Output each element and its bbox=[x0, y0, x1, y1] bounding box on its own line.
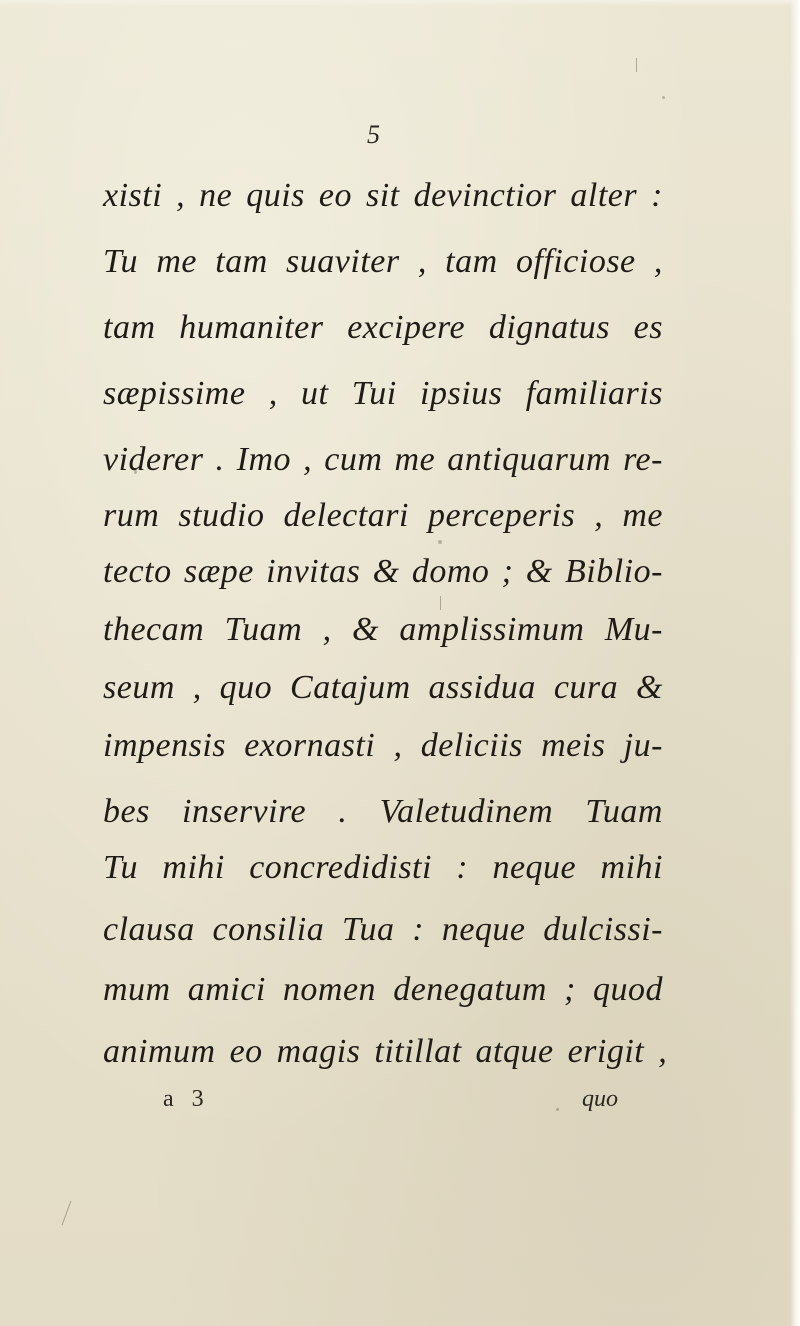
text-line bbox=[103, 846, 663, 890]
word: magis bbox=[276, 1033, 361, 1070]
text-line bbox=[103, 724, 663, 768]
text-line bbox=[103, 174, 663, 218]
word: mihi bbox=[600, 849, 663, 886]
word: Valetudinem bbox=[379, 793, 554, 830]
paper-mark bbox=[440, 596, 441, 610]
word: , bbox=[192, 669, 202, 706]
word: ut bbox=[301, 375, 329, 412]
word: Tuam bbox=[224, 611, 303, 648]
word: dignatus bbox=[488, 309, 610, 346]
word: ; bbox=[501, 553, 514, 590]
word: ipsius bbox=[420, 375, 503, 412]
text-line bbox=[103, 306, 663, 350]
word: domo bbox=[411, 553, 490, 590]
word: sæpe bbox=[183, 553, 254, 590]
word: , bbox=[594, 497, 604, 534]
word: re- bbox=[623, 441, 663, 478]
word: alter bbox=[570, 177, 638, 214]
word: impensis bbox=[103, 727, 226, 764]
word: . bbox=[215, 441, 225, 478]
word: cum bbox=[324, 441, 383, 478]
paper-mark bbox=[636, 58, 637, 72]
word: & bbox=[372, 553, 400, 590]
text-line bbox=[103, 494, 663, 538]
text-line bbox=[103, 908, 663, 952]
word: antiquarum bbox=[447, 441, 611, 478]
word: tecto bbox=[103, 553, 172, 590]
word: Catajum bbox=[290, 669, 411, 706]
word: concredidisti bbox=[249, 849, 432, 886]
text-line bbox=[103, 240, 663, 284]
text-line bbox=[103, 666, 663, 710]
word: Tua bbox=[341, 911, 395, 948]
word: assidua bbox=[428, 669, 536, 706]
page-right-edge bbox=[790, 0, 800, 1326]
text-line bbox=[103, 1030, 668, 1074]
text-line bbox=[103, 372, 663, 416]
text-line bbox=[103, 790, 663, 834]
word: quod bbox=[592, 971, 663, 1008]
word: , bbox=[653, 243, 663, 280]
word: suaviter bbox=[286, 243, 400, 280]
word: nomen bbox=[282, 971, 377, 1008]
word: , bbox=[658, 1033, 668, 1070]
word: xisti bbox=[103, 177, 163, 214]
word: Biblio- bbox=[565, 553, 663, 590]
word: denegatum bbox=[393, 971, 547, 1008]
page-number: 5 bbox=[367, 120, 380, 149]
word: eo bbox=[229, 1033, 263, 1070]
word: atque bbox=[475, 1033, 554, 1070]
word: & bbox=[525, 553, 553, 590]
word: me bbox=[394, 441, 436, 478]
word: , bbox=[322, 611, 332, 648]
word: Tui bbox=[351, 375, 397, 412]
word: animum bbox=[103, 1033, 216, 1070]
word: quo bbox=[219, 669, 273, 706]
word: , bbox=[303, 441, 313, 478]
word: perceperis bbox=[427, 497, 576, 534]
word: neque bbox=[492, 849, 577, 886]
word: ju- bbox=[623, 727, 663, 764]
paper-speck bbox=[662, 96, 665, 99]
word: devinctior bbox=[413, 177, 557, 214]
text-line bbox=[103, 438, 663, 482]
word: excipere bbox=[347, 309, 466, 346]
word: Tuam bbox=[585, 793, 663, 830]
word: & bbox=[352, 611, 379, 648]
word: neque bbox=[441, 911, 526, 948]
word: tam bbox=[445, 243, 498, 280]
word: tam bbox=[215, 243, 268, 280]
word: & bbox=[636, 669, 663, 706]
text-line bbox=[103, 550, 663, 594]
word: mihi bbox=[162, 849, 225, 886]
word: invitas bbox=[266, 553, 361, 590]
paper-speck bbox=[134, 470, 137, 474]
word: : bbox=[651, 177, 663, 214]
word: titillat bbox=[374, 1033, 462, 1070]
word: es bbox=[633, 309, 663, 346]
word: studio bbox=[178, 497, 265, 534]
word: Mu- bbox=[604, 611, 663, 648]
word: Tu bbox=[103, 849, 139, 886]
word: exornasti bbox=[244, 727, 376, 764]
word: deliciis bbox=[420, 727, 523, 764]
word: consilia bbox=[212, 911, 325, 948]
word: , bbox=[176, 177, 186, 214]
word: me bbox=[156, 243, 197, 280]
text-line bbox=[103, 608, 663, 652]
paper-speck bbox=[556, 1108, 559, 1111]
word: eo bbox=[318, 177, 352, 214]
word: delectari bbox=[283, 497, 409, 534]
word: dulcissi- bbox=[543, 911, 663, 948]
word: quis bbox=[246, 177, 305, 214]
word: rum bbox=[103, 497, 160, 534]
word: : bbox=[412, 911, 425, 948]
word: humaniter bbox=[179, 309, 324, 346]
word: meis bbox=[541, 727, 606, 764]
signature-mark: a 3 bbox=[163, 1086, 210, 1112]
text-line bbox=[103, 968, 663, 1012]
word: , bbox=[417, 243, 427, 280]
word: , bbox=[393, 727, 403, 764]
word: inservire bbox=[182, 793, 307, 830]
word: Tu bbox=[103, 243, 139, 280]
catchword: quo bbox=[582, 1086, 618, 1112]
word: seum bbox=[103, 669, 175, 706]
paper-speck bbox=[438, 540, 442, 544]
word: tam bbox=[103, 309, 156, 346]
word: : bbox=[456, 849, 469, 886]
word: bes bbox=[103, 793, 150, 830]
word: ne bbox=[199, 177, 233, 214]
word: . bbox=[338, 793, 348, 830]
word: clausa bbox=[103, 911, 195, 948]
word: familiaris bbox=[525, 375, 663, 412]
word: me bbox=[622, 497, 663, 534]
word: amplissimum bbox=[399, 611, 585, 648]
word: amici bbox=[187, 971, 266, 1008]
word: cura bbox=[553, 669, 619, 706]
page-top-edge bbox=[0, 0, 800, 6]
word: sæpissime bbox=[103, 375, 246, 412]
word: sit bbox=[365, 177, 400, 214]
word: ; bbox=[564, 971, 576, 1008]
word: viderer bbox=[103, 441, 204, 478]
word: erigit bbox=[567, 1033, 645, 1070]
word: Imo bbox=[236, 441, 292, 478]
word: officiose bbox=[515, 243, 636, 280]
word: thecam bbox=[103, 611, 205, 648]
paper-mark bbox=[62, 1201, 72, 1226]
word: , bbox=[268, 375, 278, 412]
word: mum bbox=[103, 971, 171, 1008]
